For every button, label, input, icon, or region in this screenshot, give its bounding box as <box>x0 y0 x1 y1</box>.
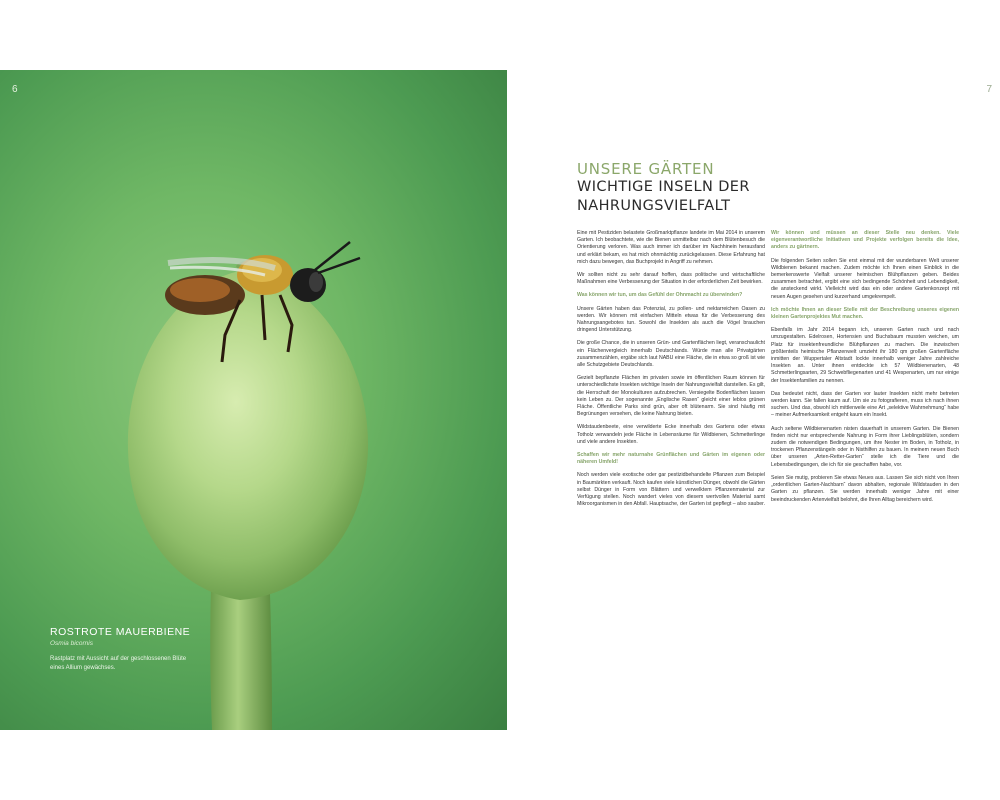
highlight-paragraph: Wir können und müssen an dieser Stelle neu denken. Viele eigenverantwortliche Initiativen und Projekte verfolgen bereits die Idee, anders zu gärtnern. <box>771 230 959 251</box>
highlight-paragraph: Was können wir tun, um das Gefühl der Ohnmacht zu überwinden? <box>577 292 743 299</box>
paragraph: Gezielt bepflanzte Flächen im privaten sowie im öffentlichen Raum können für unterschiedlichste Insekten wichtige Inseln der Nahrungsvielfalt darstellen. Es gilt, die Herrschaft der Monokulturen aufzubrechen. Versiegelte Bodenflächen lassen kein Leben zu. Der sogenannte „Englische Rasen“ gleicht einer leblos grünen Fläche. Öffentliche Parks sind grün, aber oft blütenarm. Sie sind häufig mit Begrünungen versehen, die keine Nahrung bieten. <box>577 375 766 418</box>
article-kicker: UNSERE GÄRTEN <box>577 160 715 178</box>
text-column-right <box>771 230 959 510</box>
caption-latin-name: Osmia bicornis <box>50 640 93 647</box>
paragraph: Die folgenden Seiten sollen Sie erst einmal mit der wunderbaren Welt unserer Wildbienen bekannt machen. Zudem möchte ich Ihnen einen Einblick in die bemerkenswerte Vielfalt unserer heimischen Blühpflanzen geben. Beides zusammen betrachtet, ergibt eine sich bedingende Schönheit und Lebendigkeit, die ansteckend wirkt. Vielleicht wird das ein oder andere Gartenkonzept mit neuen Augen gesehen und kurzerhand umgekrempelt. <box>771 257 959 300</box>
caption-text: Rastplatz mit Aussicht auf der geschlossenen Blüte eines Allium gewächses. <box>50 656 187 671</box>
left-page-photo <box>0 70 507 730</box>
page-number-right: 7 <box>986 84 992 95</box>
right-page-article <box>507 70 1000 730</box>
paragraph: Das bedeutet nicht, dass der Garten vor lauter Insekten nicht mehr betreten werden kann. Sie fallen kaum auf. Um sie zu fotografieren, muss ich nach ihnen suchen. Und das, obwohl ich mittlerweile eine Art „selektive Wahrnehmung“ habe – meiner Aufmerksamkeit entgeht kaum ein Insekt. <box>771 390 959 419</box>
caption-title: ROSTROTE MAUERBIENE <box>50 626 191 638</box>
book-spread <box>0 70 1000 730</box>
paragraph: Unsere Gärten haben das Potenzial, zu pollen- und nektarreichen Oasen zu werden. Wir können mit einfachen Mitteln etwas für die Verbesserung des Nahrungsangebotes tun. Sowohl die Insekten als auch die Vögel brauchen dringend Unterstützung. <box>577 305 765 334</box>
paragraph: Noch werden viele exotische oder gar pestizidbehandelte Pflanzen zum Beispiel in Baumärkten verkauft. Noch kaufen viele künstlichen Dünger, obwohl die Gärten selbst Dünger in Form von Blättern und verwelktem Pflanzenmaterial zur Verfügung stellen. Noch wandert vieles von diesem wertvollen Material samt Mikroorganismen in den Abfall. Hauptsache, der Garten ist gepflegt – also sauber. <box>577 472 766 508</box>
highlight-paragraph: Ich möchte Ihnen an dieser Stelle mit der Beschreibung unseres eigenen kleinen Gartenprojektes Mut machen. <box>771 306 959 321</box>
paragraph: Ebenfalls im Jahr 2014 begann ich, unseren Garten nach und nach umzugestalten. Edelrosen, Hortensien und Buchsbaum mussten weichen, um Platz für insektenfreundliche Blühpflanzen zu machen. Die inzwischen größtenteils heimische Pflanzenwelt umzieht ihr 180 qm großen Gartenfläche inmitten der Wuppertaler Altstadt lockte innerhalb weniger Jahre zahlreiche Insekten an. Unter ihnen entdeckte ich 57 Wildbienenarten, 48 Schmetterlingsarten, 29 Schwebfliegenarten und 41 Wespenarten, um nur einige der Insektenfamilien zu nennen. <box>771 327 959 384</box>
text-column-left <box>577 230 765 515</box>
paragraph: Eine mit Pestiziden belastete Großmarktpflanze landete im Mai 2014 in unserem Garten. Ich beobachtete, wie die Bienen unmittelbar nach dem Blütenbesuch die Orientierung verloren. Was auch immer ich darüber im Nachhinein herausfand und erklärt bekam, es hat mich ohnmächtig zurückgelassen. Diese Erfahrung hat mich dazu bewegen, das Buchprojekt in Angriff zu nehmen. <box>577 230 765 265</box>
paragraph: Seien Sie mutig, probieren Sie etwas Neues aus. Lassen Sie sich nicht von Ihren „ordentlichen Garten-Nachbarn“ davon abhalten, regionale Wildstauden in den Garten zu pflanzen. Sie werden innerhalb weniger Jahre mit einer beeindruckenden Artenvielfalt belohnt, die Ihren Alltag bereichern wird. <box>771 474 959 503</box>
highlight-paragraph: Schaffen wir mehr naturnahe Grünflächen und Gärten im eigenen oder näheren Umfeld! <box>577 452 765 466</box>
paragraph: Auch seltene Wildbienenarten nisten dauerhaft in unserem Garten. Die Bienen finden nicht nur entsprechende Nahrung in Form ihrer Lieblingsblüten, sondern zudem die notwendigen Bedingungen, um ihre Nester im Boden, in Totholz, in trockenen Pflanzenstängeln oder in Nisthilfen zu bauen. In meinem neuen Buch über unseren „Arten-Retter-Garten“ stelle ich die Tiere und die Lebensbedingungen, die ich für sie geschaffen habe, vor. <box>771 425 959 468</box>
article-headline: WICHTIGE INSELN DER NAHRUNGSVIELFALT <box>577 179 750 214</box>
photo-caption <box>50 626 200 673</box>
paragraph: Wir sollten nicht zu sehr darauf hoffen, dass politische und wirtschaftliche Maßnahmen eine Verbesserung der Situation in der erforderlichen Zeit bewirken. <box>577 272 765 286</box>
paragraph: Die große Chance, die in unseren Grün- und Gartenflächen liegt, veranschaulicht ein Flächenvergleich innerhalb Deutschlands. Würde man alle Privatgärten zusammenzählen, ergäbe sich laut NABU eine Fläche, die in etwa so groß ist wie alle Schutzgebiete Deutschlands. <box>577 340 765 369</box>
page-number-left: 6 <box>12 84 18 95</box>
paragraph: Wildstaudenbeete, eine verwilderte Ecke innerhalb des Gartens oder etwas Totholz verwandeln jede Fläche in Lebensräume für Wildbienen, Schmetterlinge und viele andere Insekten. <box>577 424 765 445</box>
